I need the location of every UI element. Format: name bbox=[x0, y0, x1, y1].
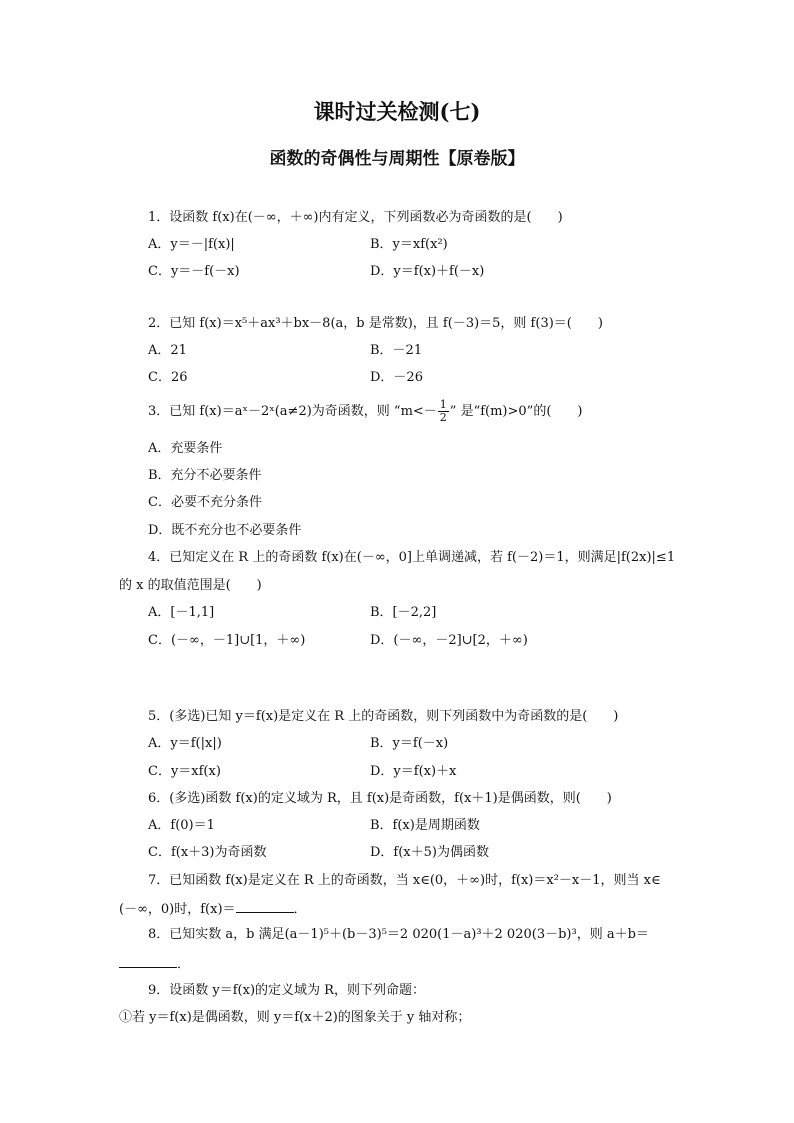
question-3-option-b: B．充分不必要条件 bbox=[148, 468, 262, 483]
question-6-option-c: C．f(x＋3)为奇函数 bbox=[148, 845, 267, 860]
question-4-option-a: A．[－1,1] bbox=[148, 605, 215, 620]
question-4-option-b: B．[－2,2] bbox=[370, 605, 437, 620]
question-1-option-d: D．y＝f(x)＋f(－x) bbox=[370, 264, 485, 279]
question-5-stem: 5．(多选)已知 y＝f(x)是定义在 R 上的奇函数，则下列函数中为奇函数的是( ) bbox=[148, 709, 619, 724]
fraction-denominator: 2 bbox=[439, 411, 447, 424]
question-3-option-a: A．充要条件 bbox=[148, 441, 223, 456]
page-subtitle: 函数的奇偶性与周期性【原卷版】 bbox=[269, 149, 525, 169]
question-9-proposition-1: ①若 y＝f(x)是偶函数，则 y＝f(x＋2)的图象关于 y 轴对称； bbox=[119, 1010, 471, 1025]
question-3-stem-end: ” 是“f(m)>0”的( ) bbox=[449, 404, 583, 419]
question-9-stem: 9．设函数 y＝f(x)的定义域为 R，则下列命题： bbox=[148, 983, 425, 998]
question-4-option-d: D．(－∞，－2]∪[2，＋∞) bbox=[370, 633, 528, 648]
question-2-option-a: A．21 bbox=[148, 343, 187, 358]
question-5-option-d: D．y＝f(x)＋x bbox=[370, 764, 457, 779]
question-5-option-a: A．y＝f(|x|) bbox=[148, 736, 222, 751]
question-6-option-d: D．f(x＋5)为偶函数 bbox=[370, 845, 489, 860]
answer-blank-7[interactable] bbox=[236, 900, 294, 913]
question-8-period: ． bbox=[177, 957, 191, 972]
question-7-stem-continued bbox=[119, 900, 307, 918]
question-3-option-c: C．必要不充分条件 bbox=[148, 495, 262, 510]
question-8-answer-line bbox=[119, 955, 190, 973]
question-3-stem-start: 3．已知 f(x)＝aˣ－2ˣ(a≠2)为奇函数，则 “m<－ bbox=[148, 404, 437, 419]
question-1-stem: 1．设函数 f(x)在(－∞，＋∞)内有定义，下列函数必为奇函数的是( ) bbox=[148, 210, 563, 225]
question-4-stem-continued: 的 x 的取值范围是( ) bbox=[119, 578, 262, 593]
question-6-option-a: A．f(0)＝1 bbox=[148, 818, 215, 833]
question-2-option-d: D．－26 bbox=[370, 370, 423, 385]
question-2-stem: 2．已知 f(x)＝x⁵＋ax³＋bx－8(a，b 是常数)，且 f(－3)＝5，则 f(3)＝( ) bbox=[148, 316, 603, 331]
answer-blank-8[interactable] bbox=[119, 955, 177, 968]
question-7-stem: 7．已知函数 f(x)是定义在 R 上的奇函数，当 x∈(0，＋∞)时，f(x)＝x²－x－1，则当 x∈ bbox=[148, 873, 661, 888]
question-2-option-c: C．26 bbox=[148, 370, 188, 385]
question-1-option-b: B．y＝xf(x²) bbox=[370, 237, 448, 252]
question-2-option-b: B．－21 bbox=[370, 343, 423, 358]
fraction-one-half bbox=[438, 399, 449, 424]
question-6-option-b: B．f(x)是周期函数 bbox=[370, 818, 480, 833]
question-4-stem: 4．已知定义在 R 上的奇函数 f(x)在(－∞，0]上单调递减，若 f(－2)＝1，则满足|f(2x)|≤1 bbox=[148, 550, 676, 565]
question-3-stem bbox=[148, 398, 582, 426]
question-1-option-c: C．y＝－f(－x) bbox=[148, 264, 240, 279]
question-8-stem: 8．已知实数 a，b 满足(a－1)⁵＋(b－3)⁵＝2 020(1－a)³＋2 020(3－b)³，则 a＋b＝ bbox=[148, 927, 649, 942]
question-7-stem-text: (－∞，0)时，f(x)＝ bbox=[119, 902, 236, 917]
fraction-numerator: 1 bbox=[439, 398, 447, 411]
question-1-option-a: A．y＝－|f(x)| bbox=[148, 237, 235, 252]
question-4-option-c: C．(－∞，－1]∪[1，＋∞) bbox=[148, 633, 306, 648]
question-5-option-c: C．y＝xf(x) bbox=[148, 764, 221, 779]
question-3-option-d: D．既不充分也不必要条件 bbox=[148, 523, 302, 538]
question-7-period: ． bbox=[293, 902, 307, 917]
question-6-stem: 6．(多选)函数 f(x)的定义域为 R，且 f(x)是奇函数，f(x＋1)是偶函数，则( ) bbox=[148, 791, 612, 806]
question-5-option-b: B．y＝f(－x) bbox=[370, 736, 449, 751]
page-title: 课时过关检测(七) bbox=[313, 99, 481, 124]
